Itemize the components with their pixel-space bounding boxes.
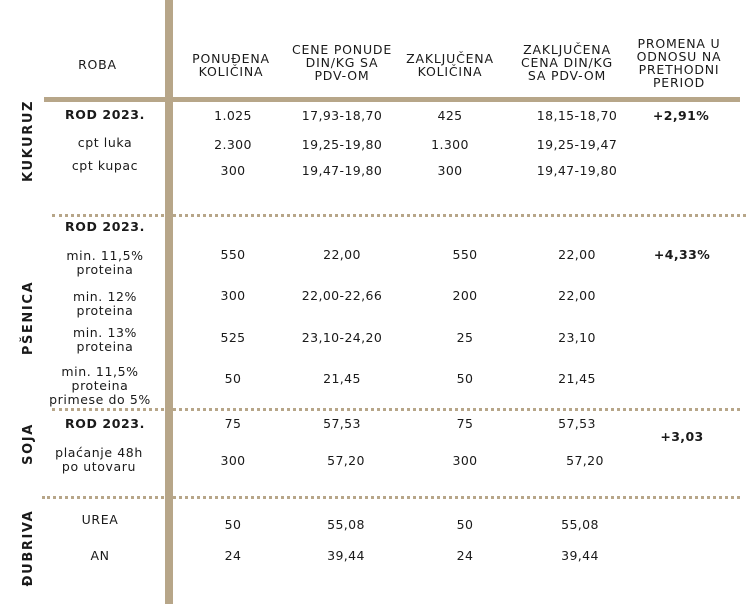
header-zakljucena-kolicina: ZAKLJUČENA KOLIČINA — [406, 51, 494, 79]
offered-qty: 24 — [224, 548, 242, 563]
row-label: plaćanje 48h po utovaru — [55, 445, 143, 474]
section-divider-soja — [52, 408, 740, 411]
row-label: min. 13% proteina — [72, 325, 138, 354]
section-label-soja: SOJA — [21, 423, 36, 465]
offered-qty: 300 — [220, 163, 246, 178]
closed-price: 23,10 — [558, 330, 596, 345]
closed-qty: 300 — [437, 163, 463, 178]
header-promena: PROMENA U ODNOSU NA PRETHODNI PERIOD — [636, 36, 722, 90]
offered-qty: 525 — [220, 330, 246, 345]
offered-qty: 300 — [220, 288, 246, 303]
closed-price: 21,45 — [558, 371, 596, 386]
header-cene-ponude: CENE PONUDE DIN/KG SA PDV-OM — [291, 42, 393, 83]
offered-qty: 75 — [224, 416, 242, 431]
closed-qty: 50 — [456, 517, 474, 532]
offered-qty: 1.025 — [214, 108, 252, 123]
closed-qty: 24 — [456, 548, 474, 563]
offer-price: 23,10-24,20 — [301, 330, 383, 345]
offered-qty: 50 — [224, 371, 242, 386]
offered-qty: 50 — [224, 517, 242, 532]
closed-qty: 1.300 — [431, 137, 469, 152]
header-ponudjena-kolicina: PONUĐENA KOLIČINA — [192, 51, 270, 79]
offer-price: 55,08 — [327, 517, 365, 532]
closed-qty: 300 — [452, 453, 478, 468]
section-heading: ROD 2023. — [65, 219, 145, 234]
closed-qty: 50 — [456, 371, 474, 386]
header-divider — [44, 97, 740, 102]
closed-price: 39,44 — [561, 548, 599, 563]
header-zakljucena-cena: ZAKLJUČENA CENA DIN/KG SA PDV-OM — [520, 42, 614, 83]
closed-price: 57,53 — [558, 416, 596, 431]
row-label: min. 11,5% proteina — [66, 248, 144, 277]
header-roba: ROBA — [78, 57, 117, 72]
closed-qty: 425 — [437, 108, 463, 123]
offered-qty: 2.300 — [214, 137, 252, 152]
offer-price: 21,45 — [323, 371, 361, 386]
offer-price: 57,53 — [323, 416, 361, 431]
row-label: AN — [90, 548, 110, 563]
closed-qty: 550 — [452, 247, 478, 262]
offer-price: 22,00 — [323, 247, 361, 262]
closed-qty: 200 — [452, 288, 478, 303]
offered-qty: 300 — [220, 453, 246, 468]
closed-price: 57,20 — [566, 453, 604, 468]
closed-price: 19,25-19,47 — [536, 137, 618, 152]
vertical-divider — [165, 0, 173, 604]
change-value: +3,03 — [660, 429, 704, 444]
offer-price: 19,25-19,80 — [301, 137, 383, 152]
closed-qty: 25 — [456, 330, 474, 345]
section-label-psenica: PŠENICA — [21, 280, 36, 356]
section-divider-psenica — [52, 214, 746, 217]
change-value: +4,33% — [653, 247, 711, 262]
closed-price: 55,08 — [561, 517, 599, 532]
section-divider-djubriva — [42, 496, 740, 499]
row-label: UREA — [81, 512, 119, 527]
offer-price: 17,93-18,70 — [301, 108, 383, 123]
offer-price: 19,47-19,80 — [301, 163, 383, 178]
closed-price: 18,15-18,70 — [536, 108, 618, 123]
row-label: min. 11,5% proteina primese do 5% — [49, 364, 151, 407]
offered-qty: 550 — [220, 247, 246, 262]
row-label: cpt kupac — [71, 158, 139, 173]
offer-price: 39,44 — [327, 548, 365, 563]
row-label: min. 12% proteina — [72, 289, 138, 318]
section-label-djubriva: ĐUBRIVA — [21, 509, 36, 587]
section-label-kukuruz: KUKURUZ — [21, 100, 36, 182]
change-value: +2,91% — [652, 108, 710, 123]
closed-qty: 75 — [456, 416, 474, 431]
offer-price: 57,20 — [327, 453, 365, 468]
closed-price: 22,00 — [558, 247, 596, 262]
closed-price: 19,47-19,80 — [536, 163, 618, 178]
row-label: ROD 2023. — [65, 416, 145, 431]
closed-price: 22,00 — [558, 288, 596, 303]
row-label: ROD 2023. — [65, 107, 145, 122]
offer-price: 22,00-22,66 — [301, 288, 383, 303]
row-label: cpt luka — [77, 135, 133, 150]
